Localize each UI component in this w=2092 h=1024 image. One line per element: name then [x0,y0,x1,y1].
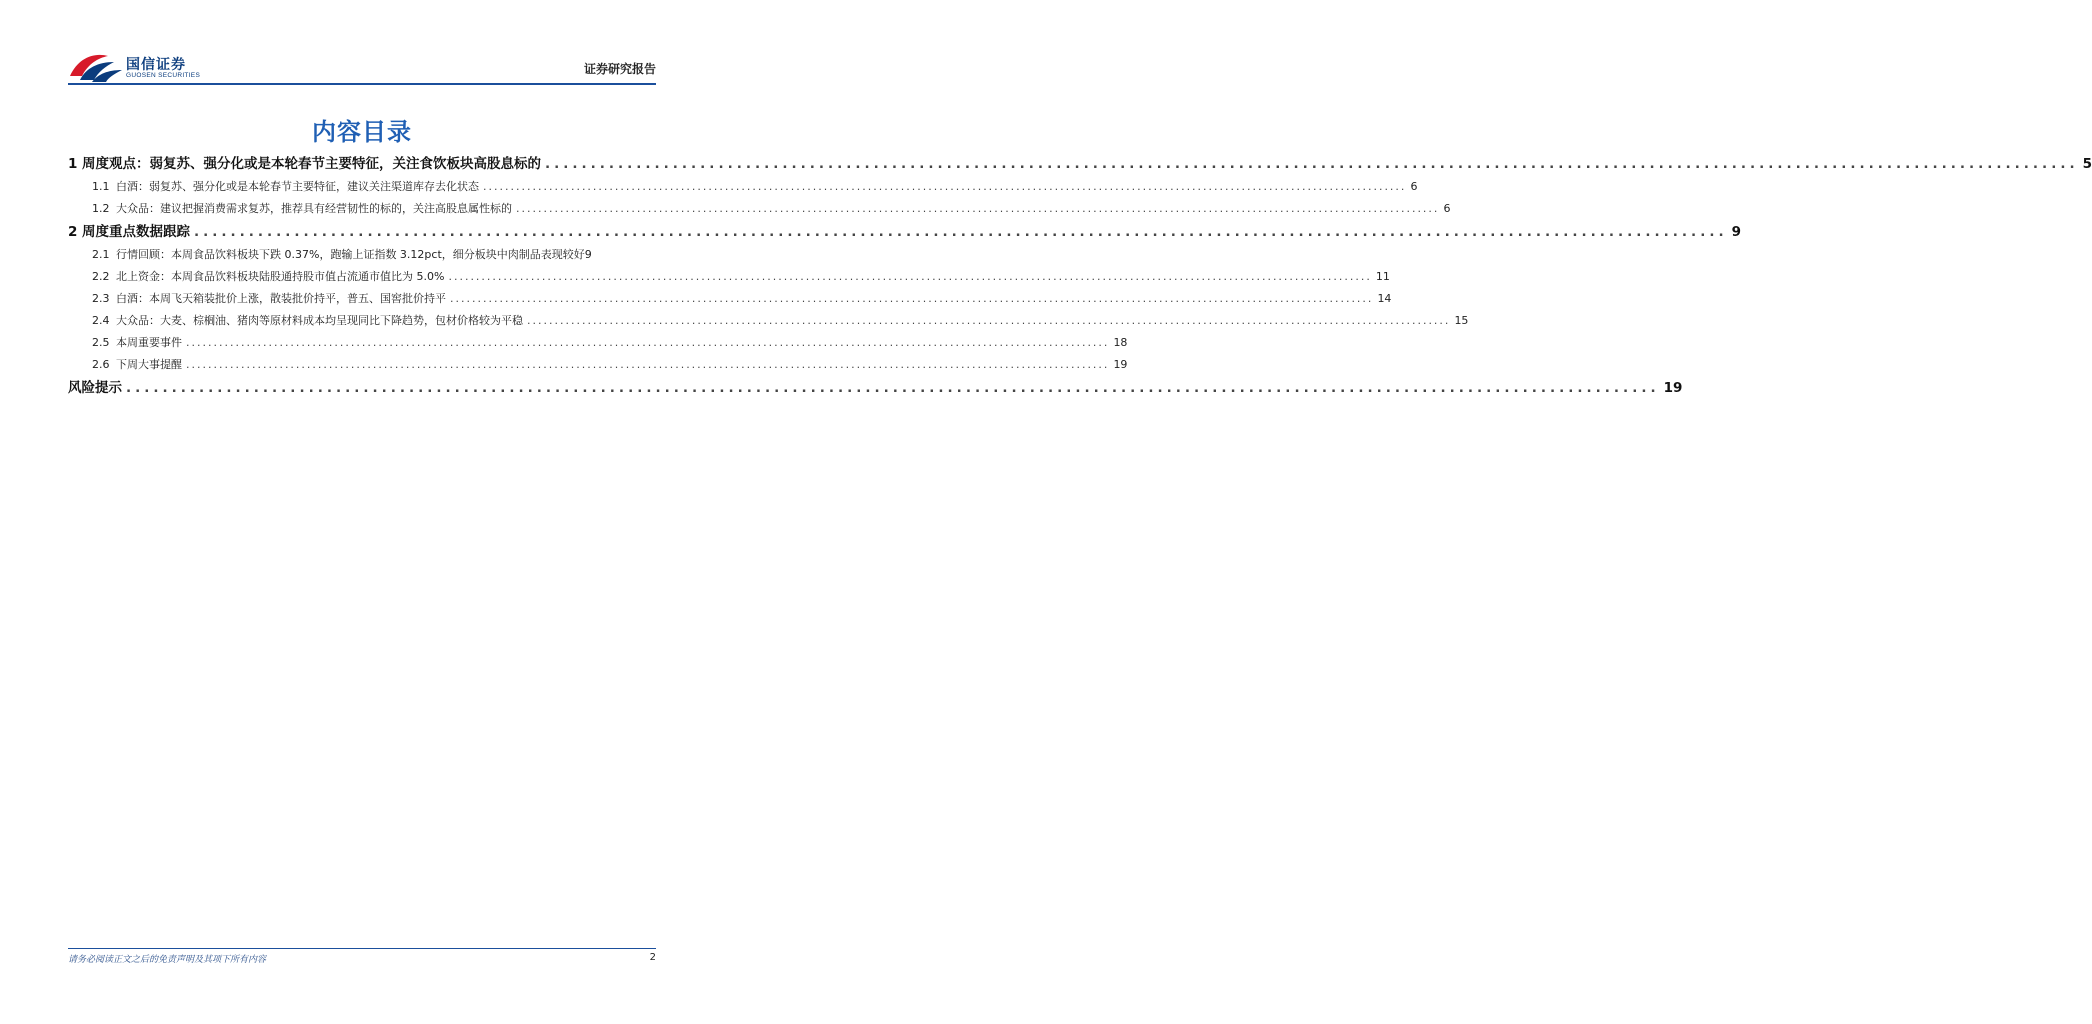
toc-entry-title: 周度观点：弱复苏、强分化或是本轮春节主要特征，关注食饮板块高股息标的 [82,156,541,172]
footer-divider [68,948,656,949]
toc-entry-page: 6 [1410,180,1418,193]
toc-entry-page: 18 [1113,336,1128,349]
report-type-label: 证券研究报告 [583,62,656,76]
toc-entry-title: 大众品：建议把握消费需求复苏，推荐具有经营韧性的标的，关注高股息属性标的 [116,202,512,215]
toc-entry-number: 2.5 [92,336,110,349]
toc-leader-dots [186,332,1109,354]
toc-leader-dots [545,152,2079,176]
toc-entry-level2[interactable] [68,310,1469,332]
toc-entry-level2[interactable] [68,288,1392,310]
toc-leader-dots [483,176,1406,198]
toc-entry-level1[interactable] [68,376,1683,400]
toc-entry-number: 2.3 [92,292,110,305]
page-header [68,48,656,84]
toc-leader-dots [450,288,1373,310]
toc-entry-level1[interactable] [68,220,1741,244]
toc-leader-dots [527,310,1450,332]
toc-leader-dots [448,266,1371,288]
toc-entry-number: 1 [68,156,78,172]
toc-leader-dots [186,354,1109,376]
toc-entry-number: 2.1 [92,248,110,261]
toc-leader-dots [194,220,1728,244]
toc-entry-title: 周度重点数据跟踪 [82,224,190,240]
toc-leader-dots [126,376,1660,400]
toc-entry-level2[interactable] [68,176,1418,198]
page-number: 2 [649,952,656,963]
toc-entry-title: 本周重要事件 [116,336,182,349]
toc-entry-number: 1.2 [92,202,110,215]
table-of-contents [68,152,2092,400]
toc-entry-number: 2.6 [92,358,110,371]
toc-entry-level2[interactable] [68,266,1390,288]
header-divider [68,83,656,85]
toc-leader-dots [516,198,1439,220]
toc-entry-page: 19 [1663,380,1683,396]
toc-entry-level2[interactable] [68,354,1128,376]
toc-entry-number: 2.2 [92,270,110,283]
toc-entry-page: 15 [1454,314,1469,327]
toc-entry-page: 14 [1377,292,1392,305]
logo-english-name: GUOSEN SECURITIES [126,72,201,79]
toc-entry-page: 6 [1443,202,1451,215]
toc-entry-level2[interactable] [68,332,1128,354]
toc-entry-page: 5 [2082,156,2092,172]
toc-entry-title: 大众品：大麦、棕榈油、猪肉等原材料成本均呈现同比下降趋势，包材价格较为平稳 [116,314,523,327]
footer-disclaimer: 请务必阅读正文之后的免责声明及其项下所有内容 [68,955,267,965]
logo-chinese-name: 国信证券 [126,57,186,73]
toc-entry-title: 北上资金：本周食品饮料板块陆股通持股市值占流通市值比为 5.0% [116,270,445,283]
toc-entry-level1[interactable] [68,152,2092,176]
toc-entry-title: 风险提示 [68,380,122,396]
guosen-logo-icon [68,50,124,84]
toc-entry-page: 19 [1113,358,1128,371]
toc-entry-page: 11 [1375,270,1390,283]
toc-entry-title: 白酒：本周飞天箱装批价上涨，散装批价持平，普五、国窖批价持平 [116,292,446,305]
toc-entry-title: 白酒：弱复苏、强分化或是本轮春节主要特征，建议关注渠道库存去化状态 [116,180,479,193]
toc-title: 内容目录 [312,118,412,146]
toc-entry-level2[interactable] [68,244,656,266]
toc-entry-level2[interactable] [68,198,1451,220]
toc-entry-page: 9 [584,248,592,261]
toc-entry-page: 9 [1731,224,1741,240]
toc-entry-number: 1.1 [92,180,110,193]
guosen-logo [68,50,208,84]
toc-entry-number: 2.4 [92,314,110,327]
toc-entry-number: 2 [68,224,78,240]
toc-entry-title: 下周大事提醒 [116,358,182,371]
toc-entry-title: 行情回顾：本周食品饮料板块下跌 0.37%，跑输上证指数 3.12pct，细分板块中肉制品表现较好 [116,248,585,261]
